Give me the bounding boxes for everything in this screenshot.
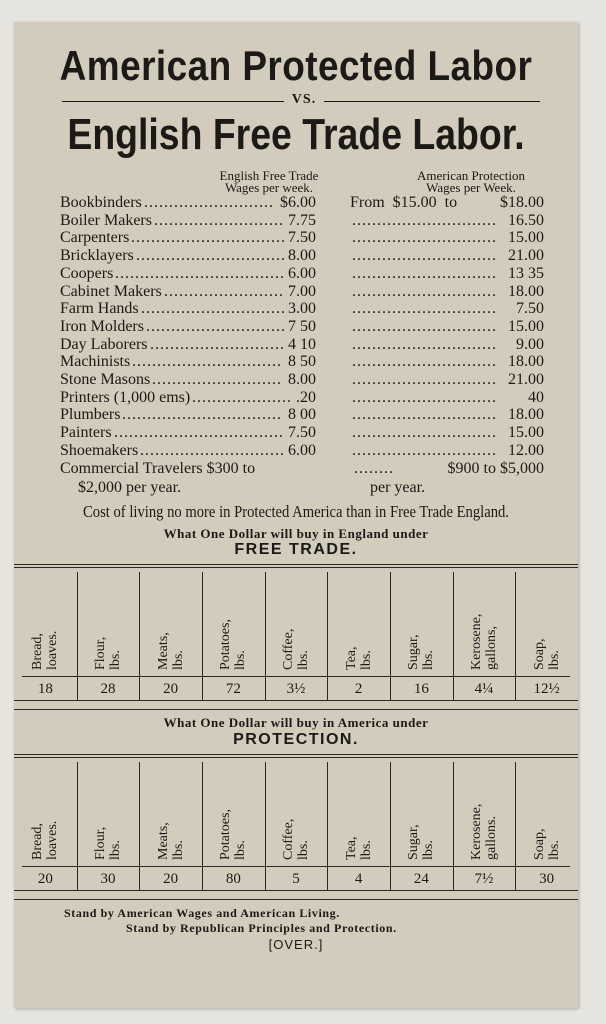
table-column-header xyxy=(515,762,578,862)
leader-dots: ............................. xyxy=(352,317,497,335)
wage-row xyxy=(14,318,578,336)
english-wage: 4 10 xyxy=(288,335,316,353)
commodity-quantity: 72 xyxy=(225,681,241,697)
handbill-card xyxy=(14,22,578,1008)
vs-rule-right xyxy=(324,101,540,102)
commercial-row-2 xyxy=(14,479,578,497)
american-wage: 18.00 xyxy=(508,353,544,371)
wage-row xyxy=(14,265,578,283)
wage-row xyxy=(14,283,578,301)
leader-dots: ............................. xyxy=(140,441,285,459)
english-wage: 7.50 xyxy=(288,229,316,247)
commodity-quantity: 12½ xyxy=(533,681,560,697)
leader-dots: ............................. xyxy=(352,211,497,229)
cost-of-living-statement: Cost of living no more in Protected America than in Free Trade England. xyxy=(83,502,509,521)
table-column-header xyxy=(202,762,265,862)
american-wage: 18.00 xyxy=(508,282,544,300)
commodity-label: Bread, loaves. xyxy=(30,630,61,670)
commodity-label: Flour, lbs. xyxy=(92,826,123,860)
table-column-header xyxy=(453,762,516,862)
table-rule xyxy=(14,709,578,710)
leader-dots: .............................. xyxy=(132,353,282,371)
commodity-quantity: 2 xyxy=(354,681,363,697)
over-note: [OVER.] xyxy=(268,937,324,952)
leader-dots: ............................. xyxy=(352,406,497,424)
trade-name: Carpenters xyxy=(60,229,130,247)
trade-name: Cabinet Makers xyxy=(60,282,162,300)
english-wage: 6.00 xyxy=(288,264,316,282)
leader-dots: ............................. xyxy=(141,300,286,318)
table-column-header xyxy=(14,762,77,862)
commodity-label: Coffee, lbs. xyxy=(280,818,311,860)
leader-dots: ........................ xyxy=(164,282,284,300)
trade-name: Farm Hands xyxy=(60,300,139,318)
commercial-american-line1: $900 to $5,000 xyxy=(447,460,544,477)
trade-name: Shoemakers xyxy=(60,441,139,459)
leader-dots: ............................. xyxy=(352,424,497,442)
leader-dots: .......................... xyxy=(154,211,284,229)
commodity-quantity: 4¼ xyxy=(474,681,494,697)
english-wage: .20 xyxy=(296,388,316,406)
leader-dots: ................................ xyxy=(122,406,282,424)
america-table-title: PROTECTION. xyxy=(233,731,359,748)
leader-dots: ............................. xyxy=(352,229,497,247)
wage-row xyxy=(14,424,578,442)
table-rule xyxy=(22,866,570,867)
commercial-english-line1: Commercial Travelers $300 to xyxy=(60,460,256,477)
table-column-header xyxy=(77,572,140,672)
footer-line-1: Stand by American Wages and American Living. xyxy=(64,906,340,920)
america-purchase-table xyxy=(14,754,578,900)
commodity-label: Soap, lbs. xyxy=(531,638,562,670)
leader-dots: ............................. xyxy=(352,388,497,406)
commodity-label: Bread, loaves. xyxy=(30,820,61,860)
trade-name: Bricklayers xyxy=(60,247,134,265)
wage-row xyxy=(14,212,578,230)
table-column-header xyxy=(202,572,265,672)
vs-rule-left xyxy=(62,101,284,102)
america-table-heading: What One Dollar will buy in America under xyxy=(163,715,429,730)
american-wage: 21.00 xyxy=(508,247,544,265)
commodity-quantity: 28 xyxy=(100,681,116,697)
table-column-header xyxy=(453,572,516,672)
american-wage: 40 xyxy=(528,388,544,406)
wage-row xyxy=(14,300,578,318)
english-wage: 8 00 xyxy=(288,406,316,424)
table-rule xyxy=(14,700,578,701)
trade-name: Painters xyxy=(60,424,112,442)
commercial-american-line2: per year. xyxy=(370,479,426,496)
commodity-label: Meats, lbs. xyxy=(155,822,186,860)
commodity-quantity: 20 xyxy=(163,681,179,697)
leader-dots: .................................. xyxy=(115,264,285,282)
commodity-quantity: 80 xyxy=(225,871,241,887)
commodity-quantity: 7½ xyxy=(474,871,494,887)
leader-dots: ........................... xyxy=(150,335,285,353)
trade-name: Plumbers xyxy=(60,406,121,424)
english-wage: $6.00 xyxy=(280,194,316,211)
commodity-label: Sugar, lbs. xyxy=(406,824,437,860)
american-wage-prefix: From $15.00 to xyxy=(350,194,458,211)
wage-row xyxy=(14,336,578,354)
commodity-quantity: 16 xyxy=(413,681,429,697)
england-purchase-table xyxy=(14,564,578,710)
leader-dots: ............................. xyxy=(352,371,497,388)
american-wage: 15.00 xyxy=(508,317,544,335)
trade-name: Iron Molders xyxy=(60,317,144,335)
wage-row xyxy=(14,389,578,407)
commodity-quantity: 4 xyxy=(354,871,363,887)
trade-name: Stone Masons xyxy=(60,371,151,388)
commodity-label: Sugar, lbs. xyxy=(406,634,437,670)
england-table-heading: What One Dollar will buy in England under xyxy=(163,526,429,541)
leader-dots: ............................. xyxy=(352,264,497,282)
table-column-header xyxy=(14,572,77,672)
commodity-quantity: 20 xyxy=(163,871,179,887)
commercial-dots: ........ xyxy=(354,460,394,477)
commodity-quantity: 20 xyxy=(37,871,53,887)
wage-row xyxy=(14,406,578,424)
wage-row xyxy=(14,442,578,460)
wage-row xyxy=(14,247,578,265)
leader-dots: .............................. xyxy=(136,247,286,265)
american-wage: 21.00 xyxy=(508,371,544,388)
commodity-label: Tea, lbs. xyxy=(343,836,374,860)
american-wage: 16.50 xyxy=(508,211,544,229)
table-column-header xyxy=(390,572,453,672)
commercial-english-line2: $2,000 per year. xyxy=(78,479,182,496)
trade-name: Coopers xyxy=(60,264,114,282)
table-column-header xyxy=(265,572,328,672)
leader-dots: ............................. xyxy=(352,300,497,318)
wage-row xyxy=(14,229,578,247)
commodity-label: Soap, lbs. xyxy=(531,828,562,860)
table-column-header xyxy=(327,572,390,672)
commodity-label: Meats, lbs. xyxy=(155,632,186,670)
american-wages-header: American Protection Wages per Week. xyxy=(417,168,525,195)
table-column-header xyxy=(139,572,202,672)
english-wage: 7 50 xyxy=(288,317,316,335)
trade-name: Printers (1,000 ems) xyxy=(60,388,191,406)
title-line-1: American Protected Labor xyxy=(59,42,533,89)
english-wage: 7.75 xyxy=(288,211,316,229)
leader-dots: .......................... xyxy=(144,194,274,211)
american-wage: 9.00 xyxy=(516,335,544,353)
commodity-label: Potatoes, lbs. xyxy=(218,809,249,860)
table-column-header xyxy=(77,762,140,862)
table-column-header xyxy=(139,762,202,862)
wage-row xyxy=(14,194,578,212)
table-rule xyxy=(14,890,578,891)
table-column-header xyxy=(327,762,390,862)
commodity-label: Coffee, lbs. xyxy=(280,628,311,670)
commodity-label: Kerosene, gallons. xyxy=(468,803,499,860)
commodity-quantity: 5 xyxy=(292,871,300,887)
table-rule xyxy=(14,567,578,568)
leader-dots: .................... xyxy=(192,388,292,406)
english-wage: 7.50 xyxy=(288,424,316,442)
commodity-quantity: 30 xyxy=(539,871,555,887)
england-table-title: FREE TRADE. xyxy=(234,541,358,558)
english-wage: 3.00 xyxy=(288,300,316,318)
leader-dots: ............................. xyxy=(352,335,497,353)
english-wages-header: English Free Trade Wages per week. xyxy=(219,168,319,195)
leader-dots: ............................. xyxy=(352,353,497,371)
title-line-2: English Free Trade Labor. xyxy=(67,110,525,159)
american-wage: 12.00 xyxy=(508,441,544,459)
american-wage: 13 35 xyxy=(508,264,544,282)
leader-dots: ............................. xyxy=(352,282,497,300)
trade-name: Bookbinders xyxy=(60,194,142,211)
leader-dots: ............................. xyxy=(352,247,497,265)
english-wage: 8.00 xyxy=(288,247,316,265)
vs-label: VS. xyxy=(291,92,317,107)
english-wage: 6.00 xyxy=(288,441,316,459)
english-wage: 7.00 xyxy=(288,282,316,300)
english-wage: 8 50 xyxy=(288,353,316,371)
commodity-label: Kerosene, gallons, xyxy=(468,613,499,670)
commercial-row xyxy=(14,460,578,478)
table-rule xyxy=(14,757,578,758)
commodity-quantity: 3½ xyxy=(286,681,306,697)
commodity-quantity: 18 xyxy=(37,681,53,697)
trade-name: Boiler Makers xyxy=(60,211,152,229)
table-rule xyxy=(14,899,578,900)
american-wage: 15.00 xyxy=(508,424,544,442)
trade-name: Machinists xyxy=(60,353,131,371)
american-wage: 18.00 xyxy=(508,406,544,424)
wage-row xyxy=(14,353,578,371)
american-wage: 7.50 xyxy=(516,300,544,318)
american-wage: $18.00 xyxy=(500,194,544,211)
table-rule xyxy=(14,754,578,755)
leader-dots: ............................ xyxy=(146,317,286,335)
american-wage: 15.00 xyxy=(508,229,544,247)
leader-dots: ............................... xyxy=(131,229,286,247)
table-column-header xyxy=(515,572,578,672)
english-wage: 8.00 xyxy=(288,371,316,388)
leader-dots: .......................... xyxy=(152,371,282,388)
commodity-label: Flour, lbs. xyxy=(92,636,123,670)
leader-dots: .................................. xyxy=(114,424,284,442)
commodity-label: Potatoes, lbs. xyxy=(218,619,249,670)
table-rule xyxy=(14,564,578,565)
leader-dots: ............................. xyxy=(352,441,497,459)
table-rule xyxy=(22,676,570,677)
commodity-quantity: 30 xyxy=(100,871,116,887)
table-column-header xyxy=(265,762,328,862)
trade-name: Day Laborers xyxy=(60,335,148,353)
footer-line-2: Stand by Republican Principles and Protection. xyxy=(126,921,397,935)
commodity-quantity: 24 xyxy=(413,871,429,887)
table-column-header xyxy=(390,762,453,862)
commodity-label: Tea, lbs. xyxy=(343,646,374,670)
wage-row xyxy=(14,371,578,389)
